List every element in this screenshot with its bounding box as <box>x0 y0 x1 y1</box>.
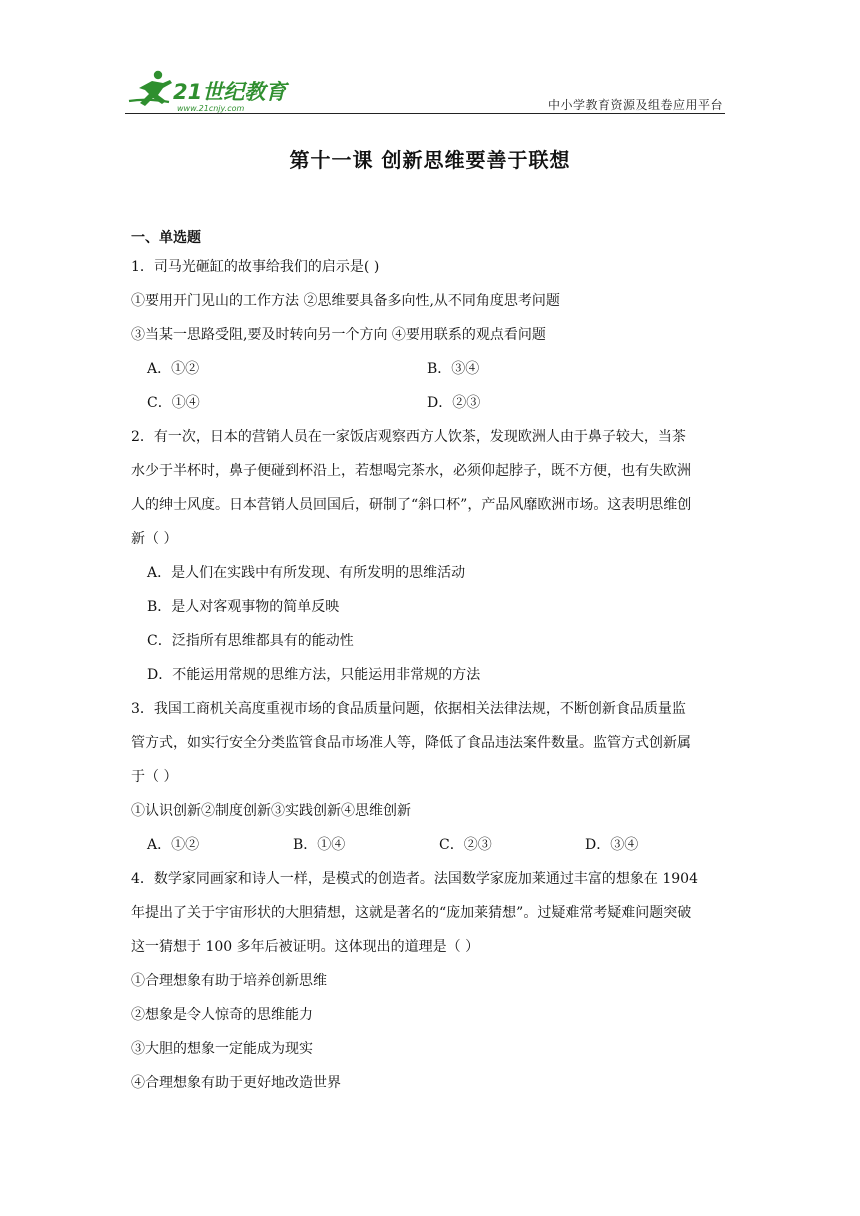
question-stem-line: 2．有一次，日本的营销人员在一家饭店观察西方人饮茶，发现欧洲人由于鼻子较大，当茶 <box>131 429 686 445</box>
statement-line: ④合理想象有助于更好地改造世界 <box>131 1075 341 1091</box>
question-stem-line: 3．我国工商机关高度重视市场的食品质量问题，依据相关法律法规，不断创新食品质量监 <box>131 701 686 717</box>
question-stem-line: 管方式，如实行安全分类监管食品市场准人等，降低了食品违法案件数量。监管方式创新属 <box>131 735 691 751</box>
statement-line: ②想象是令人惊奇的思维能力 <box>131 1007 313 1023</box>
option-row <box>131 352 731 386</box>
option-c[interactable]: C．①④ <box>147 395 200 411</box>
question-stem-line: 年提出了关于宇宙形状的大胆猜想，这就是著名的“庞加莱猜想”。过疑难常考疑难问题突破 <box>131 905 692 921</box>
option-a[interactable]: A．是人们在实践中有所发现、有所发明的思维活动 <box>147 565 466 581</box>
option-b[interactable]: B．是人对客观事物的简单反映 <box>147 599 340 615</box>
question-stem-line: 于（ ） <box>131 769 178 785</box>
statement-line: ①认识创新②制度创新③实践创新④思维创新 <box>131 803 411 819</box>
logo-url: www.21cnjy.com <box>177 104 245 113</box>
running-figure-icon <box>129 71 172 106</box>
question-4 <box>131 862 731 1100</box>
question-1 <box>131 250 731 420</box>
option-c[interactable]: C．②③ <box>439 837 492 853</box>
option-d[interactable]: D．②③ <box>427 395 481 411</box>
option-b[interactable]: B．①④ <box>293 837 346 853</box>
question-stem: 1．司马光砸缸的故事给我们的启示是( ) <box>131 259 380 275</box>
option-d[interactable]: D．不能运用常规的思维方法，只能运用非常规的方法 <box>147 667 481 683</box>
logo <box>125 68 295 114</box>
page-header <box>125 68 725 116</box>
option-b[interactable]: B．③④ <box>427 361 480 377</box>
section-heading: 一、单选题 <box>131 230 201 246</box>
statement-line: ③当某一思路受阻,要及时转向另一个方向 ④要用联系的观点看问题 <box>131 327 546 343</box>
question-stem-line: 人的绅士风度。日本营销人员回国后，研制了“斜口杯”，产品风靡欧洲市场。这表明思维创 <box>131 497 692 513</box>
header-rule <box>125 113 725 114</box>
question-stem-line: 这一猜想于 100 多年后被证明。这体现出的道理是（ ） <box>131 939 480 955</box>
logo-wordmark: 21世纪教育 <box>173 80 287 104</box>
option-row <box>131 828 731 862</box>
option-row <box>131 386 731 420</box>
question-2 <box>131 420 731 692</box>
question-stem-line: 新（ ） <box>131 531 178 547</box>
statement-line: ①要用开门见山的工作方法 ②思维要具备多向性,从不同角度思考问题 <box>131 293 560 309</box>
document-body <box>131 226 731 1100</box>
option-c[interactable]: C．泛指所有思维都具有的能动性 <box>147 633 354 649</box>
statement-line: ①合理想象有助于培养创新思维 <box>131 973 327 989</box>
question-stem-line: 4．数学家同画家和诗人一样，是模式的创造者。法国数学家庞加莱通过丰富的想象在 1904 <box>131 871 698 887</box>
statement-line: ③大胆的想象一定能成为现实 <box>131 1041 313 1057</box>
option-a[interactable]: A．①② <box>147 837 200 853</box>
option-d[interactable]: D．③④ <box>585 837 639 853</box>
question-stem-line: 水少于半杯时，鼻子便碰到杯沿上，若想喝完茶水，必须仰起脖子，既不方便，也有失欧洲 <box>131 463 691 479</box>
option-a[interactable]: A．①② <box>147 361 200 377</box>
page-title: 第十一课 创新思维要善于联想 <box>289 148 571 172</box>
question-3 <box>131 692 731 862</box>
header-tagline: 中小学教育资源及组卷应用平台 <box>547 98 723 112</box>
